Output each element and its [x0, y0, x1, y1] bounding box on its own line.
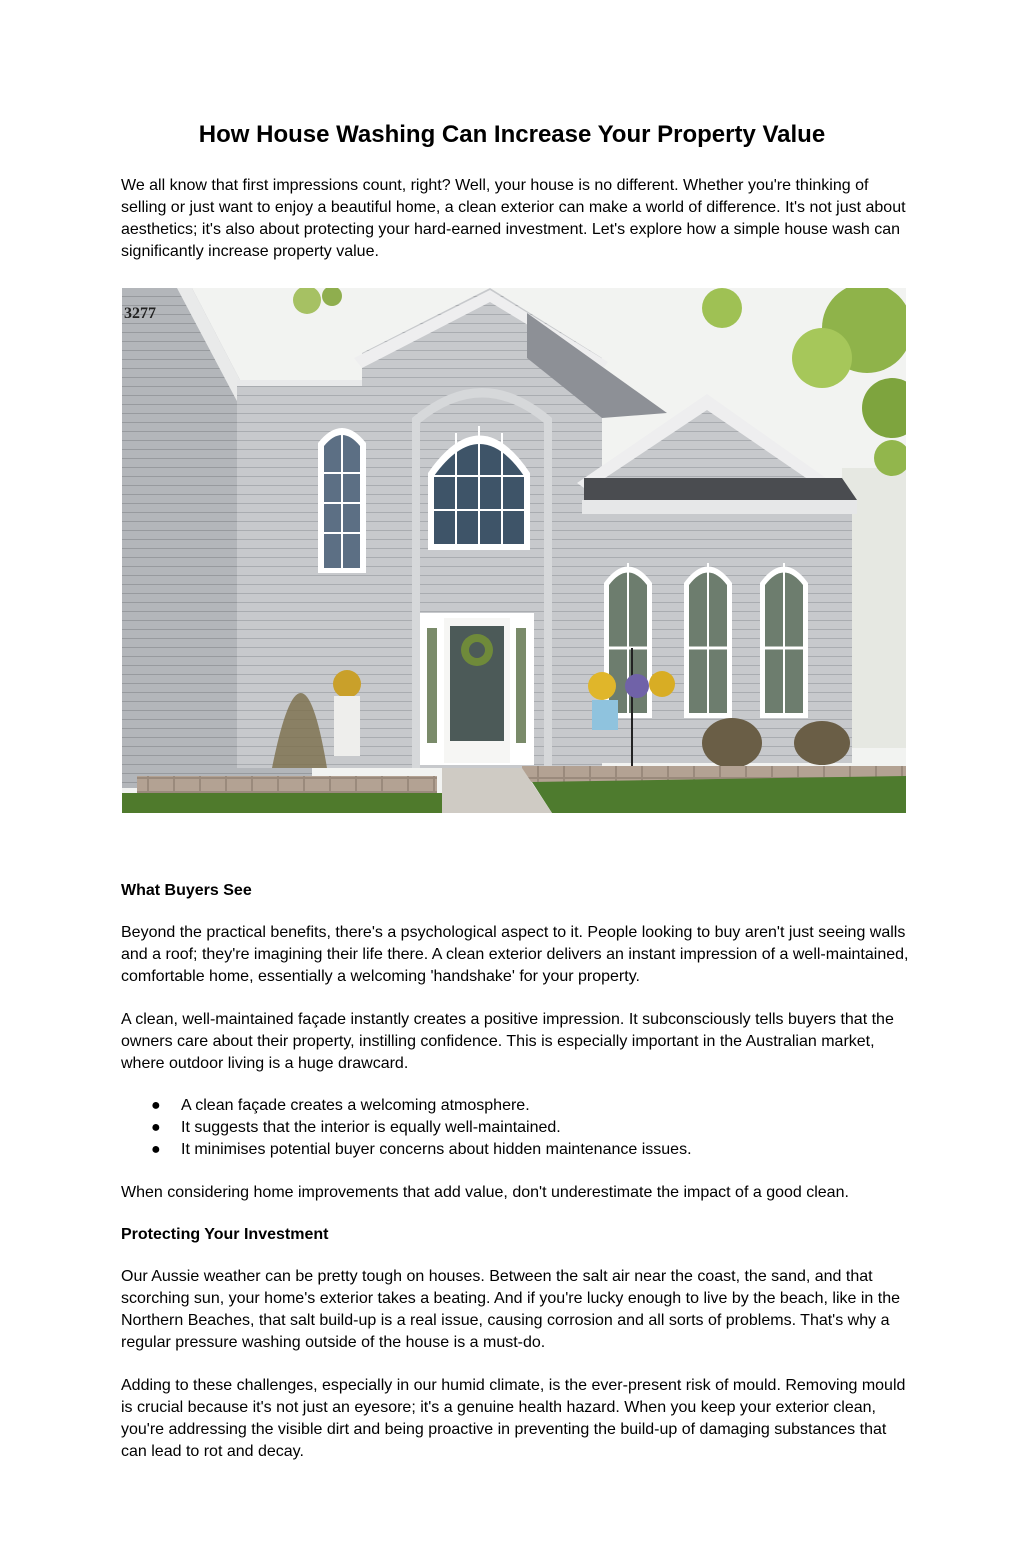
- section1-paragraph-1: Beyond the practical benefits, there's a psychological aspect to it. People looking to buy aren't just seeing walls and a roof; they're imagining their life there. A clean exterior delivers an instant impression of a well-maintained, comfortable home, essentially a welcoming 'handshake' for your property.: [121, 924, 909, 985]
- house-number-text: 3277: [124, 305, 156, 322]
- section2-paragraph-1: Our Aussie weather can be pretty tough on houses. Between the salt air near the coast, the sand, and that scorching sun, your home's exterior takes a beating. And if you're lucky enough to live by the beach, like in the Northern Beaches, that salt build-up is a real issue, causing corrosion and all sorts of problems. That's why a regular pressure washing outside of the house is a must-do.: [121, 1268, 900, 1351]
- section1-paragraph-3: When considering home improvements that add value, don't underestimate the impact of a good clean.: [121, 1184, 849, 1201]
- bullet-icon: ●: [151, 1119, 161, 1136]
- bullet-icon: ●: [151, 1097, 161, 1114]
- list-item-text: It minimises potential buyer concerns about hidden maintenance issues.: [181, 1141, 692, 1158]
- list-item-text: A clean façade creates a welcoming atmosphere.: [181, 1097, 530, 1114]
- section-heading-what-buyers-see: What Buyers See: [121, 882, 252, 899]
- page-title: How House Washing Can Increase Your Property Value: [198, 121, 826, 148]
- section1-paragraph-2: A clean, well-maintained façade instantly creates a positive impression. It subconsciously tells buyers that the owners care about their property, instilling confidence. This is especially important in the Australian market, where outdoor living is a huge drawcard.: [121, 1011, 894, 1072]
- section2-paragraph-2: Adding to these challenges, especially in our humid climate, is the ever-present risk of mould. Removing mould is crucial because it's not just an eyesore; it's a genuine health hazard. When you keep your exterior clean, you're addressing the visible dirt and being proactive in preventing the build-up of damaging substances that can lead to rot and decay.: [121, 1377, 906, 1460]
- list-item: [121, 1095, 901, 1117]
- benefits-list: [121, 1095, 901, 1161]
- bullet-icon: ●: [151, 1141, 161, 1158]
- section-heading-protecting-investment: Protecting Your Investment: [121, 1226, 329, 1243]
- list-item: [121, 1117, 901, 1139]
- list-item: [121, 1139, 901, 1161]
- intro-paragraph: We all know that first impressions count, right? Well, your house is no different. Whether you're thinking of selling or just want to enjoy a beautiful home, a clean exterior can make a world of difference. It's not just about aesthetics; it's also about protecting your hard-earned investment. Let's explore how a simple house wash can significantly increase property value.: [121, 177, 906, 260]
- house-photo: [122, 288, 906, 813]
- list-item-text: It suggests that the interior is equally well-maintained.: [181, 1119, 561, 1136]
